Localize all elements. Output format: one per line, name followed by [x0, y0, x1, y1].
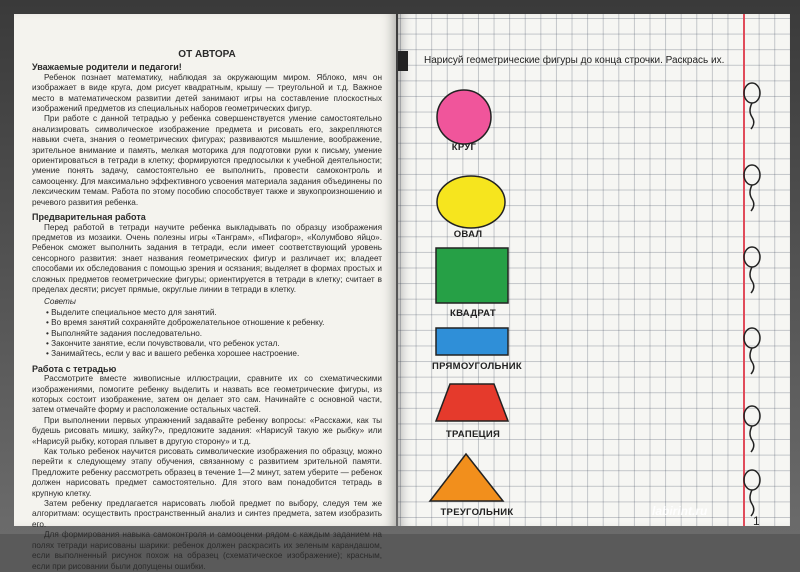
- balloon-string: [750, 185, 754, 211]
- balloon-string: [750, 426, 754, 452]
- tip-item: • Выделите специальное место для занятий.: [46, 308, 382, 318]
- foreword-title: ОТ АВТОРА: [178, 49, 236, 60]
- balloon-string: [750, 103, 754, 129]
- circle-shape: [437, 90, 491, 144]
- balloon-string: [750, 267, 754, 293]
- section-paragraph: Перед работой в тетради научите ребенка выкладывать по образцу изображения предметов из мозаики. Очень полезны игры «Танграм», «Пифагор», «Колумбово яйцо». Ребенок сможет выполнить задания в тетради, если имеет соответствующий уровень сенсорного развития: знает названия геометрических фигур и различает их; владеет способами их обследования с помощью зрения и осязания; выделяет в формах простых и сложных предметов геометрические фигуры; ориентируется в тетради в клетку; считает в пределах десяти; рисует прямые, округлые линии в тетради в клетку.: [32, 222, 382, 294]
- section-paragraph: Затем ребенку предлагается нарисовать любой предмет по выбору, следуя тем же алгоритмам: осуществить пространственный анализ и синтез предмета, затем изобразить его.: [32, 499, 382, 529]
- tip-item: • Во время занятий сохраняйте доброжелательное отношение к ребенку.: [46, 318, 382, 328]
- tips-list: [32, 308, 382, 360]
- intro-paragraph: При работе с данной тетрадью у ребенка совершенствуется умение самостоятельно анализировать символическое изображение предмета и рисовать его, закрепляются навыки счета, знания о геометрических фигурах; развиваются мышление, воображение, зрительное внимание и память, мелкая моторика для подготовки руки к письму, умение ориентироваться в тетради в клетку; формируются предпосылки к учебной деятельности; умение понять задачу, самостоятельно ее выполнить, провести самоконтроль и самооценку. Для максимально эффективного усвоения материала задания объединены по лексическим темам. Работа по этому пособию способствует также и звукопроизношению и речевого развития ребенка.: [32, 114, 382, 207]
- page-number: 1: [753, 514, 760, 528]
- balloon-icon: [744, 247, 760, 267]
- section-heading: Предварительная работа: [32, 212, 146, 223]
- section-heading: Работа с тетрадью: [32, 363, 117, 374]
- author-foreword: [32, 50, 382, 572]
- section-paragraph: Для формирования навыка самоконтроля и самооценки рядом с каждым заданием на полях тетради нарисованы шарики: ребенок должен раскрасить их зеленым карандашом, если выполненный рисунок похож на образец (схематическое изображение); красным, если при рисовании были допущены ошибки.: [32, 530, 382, 571]
- rectangle-shape: [436, 328, 508, 355]
- shape-label-square: КВАДРАТ: [450, 308, 496, 319]
- self-check-balloons: [744, 83, 760, 516]
- balloon-icon: [744, 406, 760, 426]
- tip-item: • Закончите занятие, если почувствовали, что ребенок устал.: [46, 339, 382, 349]
- tip-item: • Занимайтесь, если у вас и вашего ребенка хорошее настроение.: [46, 349, 382, 359]
- shape-label-triangle: ТРЕУГОЛЬНИК: [440, 507, 514, 518]
- balloon-icon: [744, 470, 760, 490]
- shapes-canvas: [398, 14, 790, 526]
- section-paragraph: Рассмотрите вместе живописные иллюстрации, сравните их со схематическими изображениями, помогите ребенку выделить и назвать все геометрические фигуры, из которых состоит изображение, затем он делает это сам. Начинайте с основной части, затем отмечайте форму и расположение остальных частей.: [32, 374, 382, 415]
- square-shape: [436, 248, 508, 303]
- task-instruction: Нарисуй геометрические фигуры до конца строчки. Раскрась их.: [424, 55, 725, 66]
- oval-shape: [437, 176, 505, 228]
- balloon-icon: [744, 165, 760, 185]
- left-page: [14, 14, 396, 571]
- triangle-shape: [430, 454, 503, 501]
- shape-label-rectangle: ПРЯМОУГОЛЬНИК: [431, 361, 523, 372]
- balloon-string: [750, 348, 754, 374]
- section-paragraph: При выполнении первых упражнений задавайте ребенку вопросы: «Расскажи, как ты будешь рисовать мишку, зайку?», предложите задания: «Нарисуй такую же рыбку» или «Нарисуй рыбку, которая плывет в другую сторону» и т.д.: [32, 415, 382, 446]
- tip-item: • Выполняйте задания последовательно.: [46, 329, 382, 339]
- trapezoid-shape: [436, 384, 508, 421]
- tips-heading: Советы: [44, 297, 76, 307]
- shape-label-oval: ОВАЛ: [453, 229, 483, 240]
- section-paragraph: Как только ребенок научится рисовать символические изображения по образцу, можно перейти к следующему этапу обучения, связанному с развитием зрительной памяти. Предложите ребенку рассмотреть образец в течение 1—2 минут, затем уберите — ребенок должен нарисовать предмет самостоятельно. Для этого вам понадобится тетрадь в крупную клетку.: [32, 447, 382, 498]
- shape-label-trapezoid: ТРАПЕЦИЯ: [445, 429, 501, 440]
- balloon-icon: [744, 328, 760, 348]
- intro-paragraph: Ребенок познает математику, наблюдая за окружающим миром. Яблоко, мяч он изображает в виде круга, дом рисует квадратным, крышу — треугольной и т.д. Важное место в математическом развитии детей занимают игры на составление плоскостных изображений предметов из специальных наборов геометрических фигур.: [32, 72, 382, 114]
- greeting: Уважаемые родители и педагоги!: [32, 62, 182, 73]
- balloon-string: [750, 490, 754, 516]
- balloon-icon: [744, 83, 760, 103]
- watermark: labirint.ru: [652, 504, 708, 518]
- right-page: [398, 14, 790, 526]
- shape-label-circle: КРУГ: [451, 142, 477, 153]
